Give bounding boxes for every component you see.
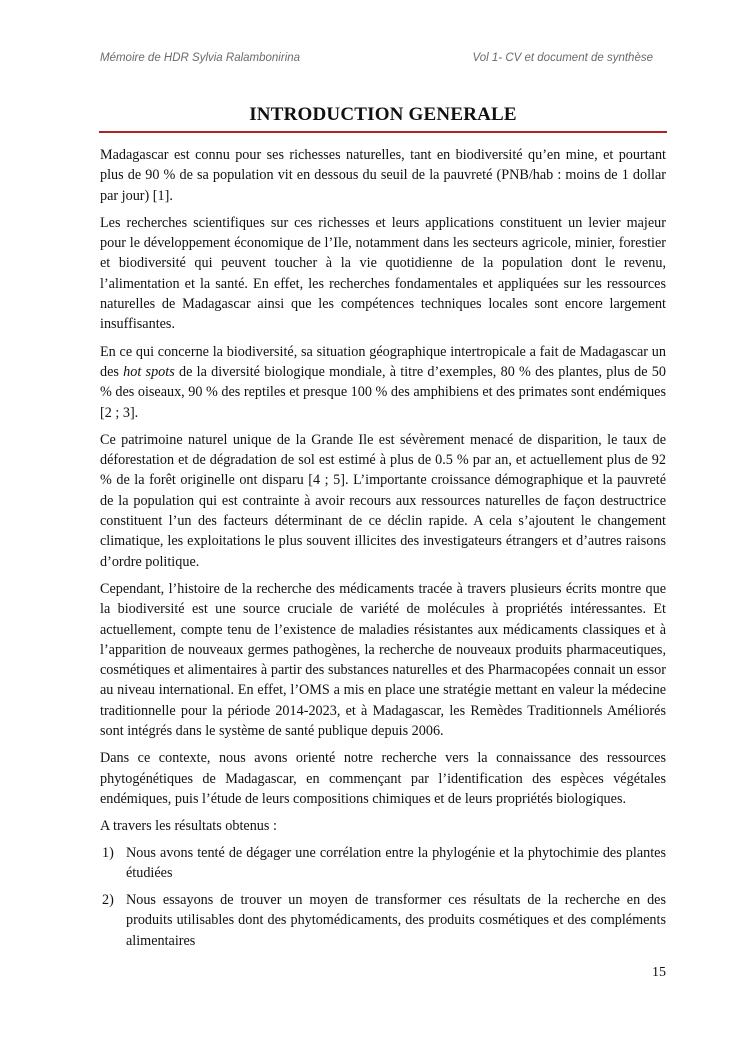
paragraph-text: En ce qui concerne la biodiversité, sa situation géographique intertropicale a fait de Madagascar un des	[100, 343, 666, 380]
page-number: 15	[652, 965, 666, 980]
paragraph: Madagascar est connu pour ses richesses naturelles, tant en biodiversité qu’en mine, et pourtant plus de 90 % de sa population vit en dessous du seuil de la pauvreté (PNB/hab : moins de 1 dollar par jour) [1].	[100, 147, 666, 204]
list-item-text: Nous essayons de trouver un moyen de transformer ces résultats de la recherche en des produits utilisables dont des phytomédicaments, des produits cosmétiques et des compléments alimentaires	[126, 892, 666, 949]
title-underline-rule	[99, 131, 667, 133]
paragraph: Ce patrimoine naturel unique de la Grande Ile est sévèrement menacé de disparition, le taux de déforestation et de dégradation de sol est estimé à plus de 0.5 % par an, et actuellement plus de 92 % de la forêt originelle ont disparu [4 ; 5]. L’importante croissance démographique et la pauvreté de la population qui est contrainte à avoir recours aux ressources naturelles de façon destructrice constituent l’un des facteurs déterminant de ce déclin rapide. A cela s’ajoutent le changement climatique, les exploitations le plus souvent illicites des investigateurs étrangers et d’autres raisons d’ordre politique.	[100, 431, 666, 570]
paragraph	[100, 342, 666, 423]
running-header-right: Vol 1- CV et document de synthèse	[472, 52, 653, 64]
paragraph: Les recherches scientifiques sur ces richesses et leurs applications constituent un levier majeur pour le développement économique de l’Ile, notamment dans les secteurs agricole, minier, forestier et biodiversité qui peuvent toucher à la vie quotidienne de la population dont le revenu, l’alimentation et la santé. En effet, les recherches fondamentales et appliquées sur les ressources naturelles de Madagascar ainsi que les compétences techniques locales sont encore largement insuffisantes.	[100, 214, 666, 333]
emphasized-term: hot spots	[123, 363, 175, 380]
list-item	[100, 843, 666, 884]
paragraph: Dans ce contexte, nous avons orienté notre recherche vers la connaissance des ressources phytogénétiques de Madagascar, en commençant par l’identification des espèces végétales endémiques, puis l’étude de leurs compositions chimiques et de leurs propriétés biologiques.	[100, 750, 666, 807]
section-title: INTRODUCTION GENERALE	[249, 104, 517, 125]
body-text	[100, 145, 666, 958]
list-item-number: 1)	[102, 844, 114, 861]
list-item	[100, 890, 666, 951]
list-item-text: Nous avons tenté de dégager une corrélation entre la phylogénie et la phytochimie des plantes étudiées	[126, 844, 666, 881]
numbered-list	[100, 843, 666, 951]
running-header-left: Mémoire de HDR Sylvia Ralambonirina	[100, 52, 301, 64]
paragraph: Cependant, l’histoire de la recherche des médicaments tracée à travers plusieurs écrits montre que la biodiversité est une source cruciale de variété de molécules à propriétés intéressantes. Et actuellement, compte tenu de l’existence de maladies résistantes aux médicaments classiques et à l’apparition de nouveaux germes pathogènes, la recherche de nouveaux produits pharmaceutiques, cosmétiques et alimentaires à partir des substances naturelles et des Pharmacopées connait un essor au niveau international. En effet, l’OMS a mis en place une stratégie mettant en valeur la médecine traditionnelle pour la période 2014-2023, et à Madagascar, les Remèdes Traditionnels Améliorés sont intégrés dans le système de santé publique depuis 2006.	[100, 580, 666, 740]
list-item-number: 2)	[102, 892, 114, 909]
list-intro: A travers les résultats obtenus :	[100, 818, 277, 835]
paragraph-text: de la diversité biologique mondiale, à titre d’exemples, 80 % des plantes, plus de 50 % des oiseaux, 90 % des reptiles et presque 100 % des amphibiens et des primates sont endémiques [2 ; 3].	[100, 363, 666, 421]
